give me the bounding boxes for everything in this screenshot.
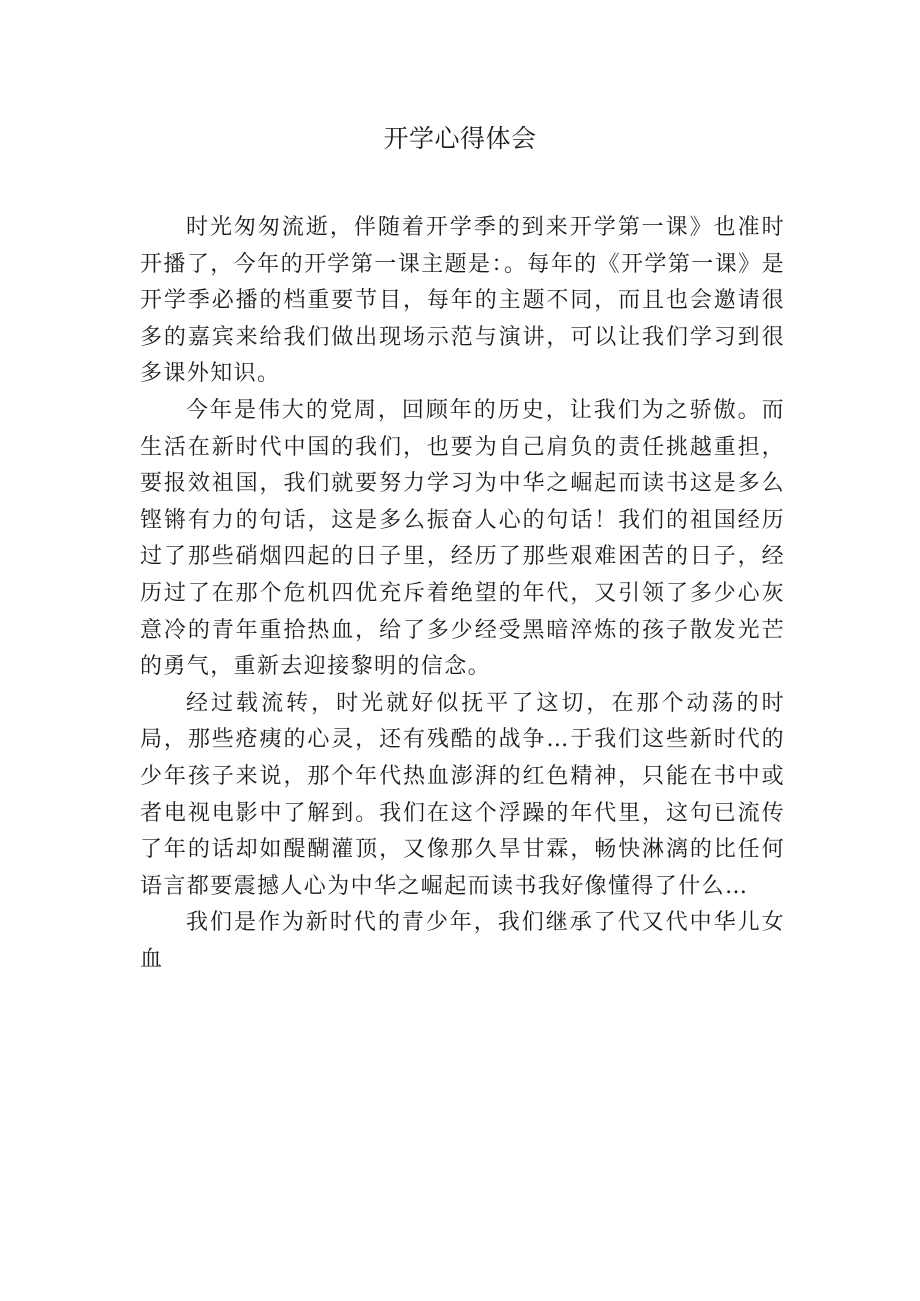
paragraph-2: 今年是伟大的党周，回顾年的历史，让我们为之骄傲。而生活在新时代中国的我们，也要为自己肩负的责任挑越重担，要报效祖国，我们就要努力学习为中华之崛起而读书这是多么铿锵有力的句话，这是多么振奋人心的句话！我们的祖国经历过了那些硝烟四起的日子里，经历了那些艰难困苦的日子，经历过了在那个危机四优充斥着绝望的年代，又引领了多少心灰意冷的青年重拾热血，给了多少经受黑暗淬炼的孩子散发光芒的勇气，重新去迎接黎明的信念。 [140, 397, 785, 680]
document-body [140, 210, 785, 978]
paragraph-1: 时光匆匆流逝，伴随着开学季的到来开学第一课》也准时开播了，今年的开学第一课主题是：。每年的《开学第一课》是开学季必播的档重要节目，每年的主题不同，而且也会邀请很多的嘉宾来给我们做出现场示范与演讲，可以让我们学习到很多课外知识。 [140, 215, 785, 387]
paragraph-3: 经过载流转，时光就好似抚平了这切，在那个动荡的时局，那些疮痍的心灵，还有残酷的战争…于我们这些新时代的少年孩子来说，那个年代热血澎湃的红色精神，只能在书中或者电视电影中了解到。我们在这个浮躁的年代里，这句已流传了年的话却如醍醐灌顶，又像那久旱甘霖，畅快淋漓的比任何语言都要震撼人心为中华之崛起而读书我好像懂得了什么… [140, 690, 785, 899]
paragraph-4: 我们是作为新时代的青少年，我们继承了代又代中华儿女血 [140, 910, 785, 972]
page-title: 开学心得体会 [383, 124, 537, 153]
